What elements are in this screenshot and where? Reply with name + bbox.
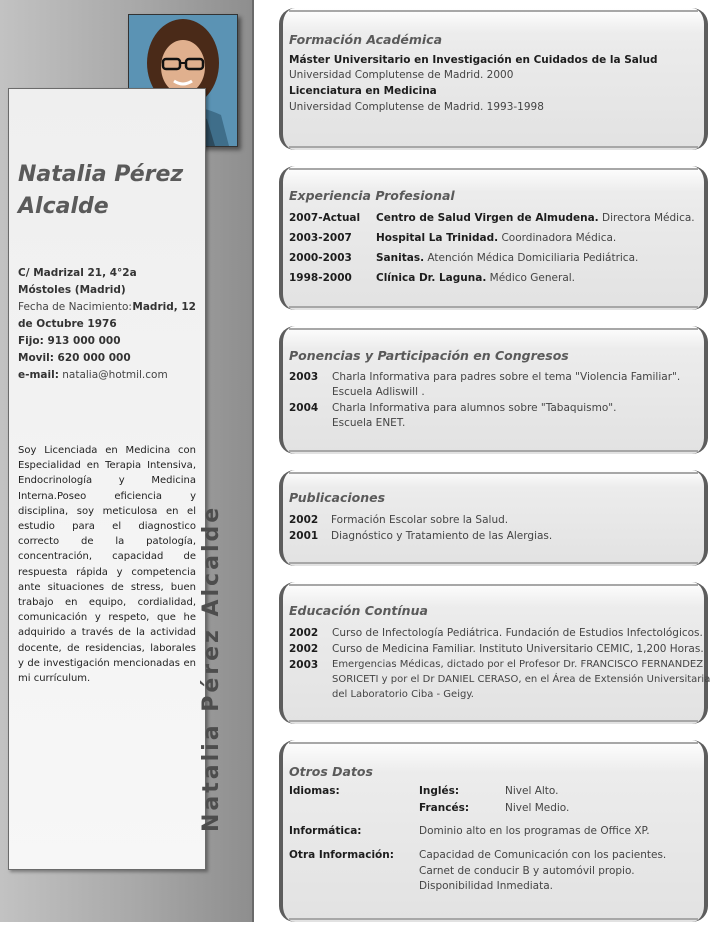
exp-item [376, 232, 616, 244]
phone-mobile: Movil: 620 000 000 [18, 352, 131, 364]
section-otros [279, 740, 708, 922]
otra-line: Disponibilidad Inmediata. [419, 880, 553, 892]
idiomas-label: Idiomas: [289, 785, 340, 797]
ponencia-line: Escuela ENET. [332, 417, 406, 429]
lang-level: Nivel Alto. [505, 785, 559, 797]
section-experiencia [279, 166, 708, 310]
section-title: Otros Datos [289, 764, 373, 779]
lang-name: Inglés: [419, 785, 460, 797]
section-title: Experiencia Profesional [289, 188, 455, 203]
ponencia-year: 2003 [289, 371, 319, 383]
edu-line: SORICETI y por el Dr DANIEL CERASO, en el Área de Extensión Universitaria [332, 674, 711, 685]
informatica-value: Dominio alto en los programas de Office XP. [419, 825, 650, 837]
degree-2-place: Universidad Complutense de Madrid. 1993-1998 [289, 101, 544, 113]
address-line-1: C/ Madrizal 21, 4°2a [18, 267, 137, 279]
section-formacion [279, 8, 708, 150]
section-ponencias [279, 326, 708, 454]
exp-org: Hospital La Trinidad. [376, 232, 499, 244]
otra-line: Capacidad de Comunicación con los pacientes. [419, 849, 667, 861]
pub-year: 2002 [289, 514, 319, 526]
exp-org: Centro de Salud Virgen de Almudena. [376, 212, 599, 224]
profile-summary: Soy Licenciada en Medicina con Especialidad en Terapia Intensiva, Endocrinología y Medicina Interna.Poseo eficiencia y disciplina, soy meticulosa en el estudio para el diagnostico correcto de la patología, concentración, capacidad de respuesta rápida y competencia ante situaciones de stress, buen trabajo en equipo, cordialidad, comunicación y respeto, que he adquirido a través de la actividad docente, de residencias, laborales y de investigación mencionadas en mi currículum. [18, 445, 196, 685]
edu-year: 2002 [289, 643, 319, 655]
exp-org: Clínica Dr. Laguna. [376, 272, 487, 284]
informatica-label: Informática: [289, 825, 362, 837]
edu-line: del Laboratorio Ciba - Geigy. [332, 689, 474, 700]
exp-years: 2003-2007 [289, 232, 352, 244]
ponencia-year: 2004 [289, 402, 319, 414]
lang-name: Francés: [419, 802, 470, 814]
ponencia-line: Charla Informativa para padres sobre el tema "Violencia Familiar". [332, 371, 681, 383]
section-title: Ponencias y Participación en Congresos [289, 348, 569, 363]
section-educacion [279, 582, 711, 724]
birth-label: Fecha de Nacimiento: [18, 301, 132, 313]
name-line-1: Natalia Pérez [18, 162, 184, 187]
birth-value-2: de Octubre 1976 [18, 318, 117, 330]
edu-line: Curso de Infectología Pediátrica. Fundación de Estudios Infectológicos. [332, 627, 703, 639]
exp-role: Directora Médica. [598, 212, 695, 224]
pub-title: Formación Escolar sobre la Salud. [331, 514, 509, 526]
personal-card [8, 88, 206, 870]
contact-info [18, 265, 196, 384]
exp-role: Atención Médica Domiciliaria Pediátrica. [424, 252, 639, 264]
section-title: Publicaciones [289, 490, 386, 505]
birth-value: Madrid, 12 [132, 301, 196, 313]
ponencia-line: Escuela Adliswill . [332, 386, 425, 398]
ponencia-line: Charla Informativa para alumnos sobre "Tabaquismo". [332, 402, 617, 414]
exp-role: Médico General. [486, 272, 576, 284]
exp-item [376, 212, 695, 224]
address-line-2: Móstoles (Madrid) [18, 284, 126, 296]
edu-line: Curso de Medicina Familiar. Instituto Universitario CEMIC, 1,200 Horas. [332, 643, 704, 655]
left-column [0, 0, 254, 922]
degree-1: Máster Universitario en Investigación en Cuidados de la Salud [289, 54, 658, 66]
edu-year: 2002 [289, 627, 319, 639]
vertical-name: Natalia Pérez Alcalde [199, 504, 224, 832]
email-link[interactable]: natalia@hotmil.com [62, 369, 168, 381]
exp-org: Sanitas. [376, 252, 425, 264]
exp-role: Coordinadora Médica. [498, 232, 617, 244]
lang-level: Nivel Medio. [505, 802, 570, 814]
pub-year: 2001 [289, 530, 319, 542]
section-title: Educación Contínua [289, 603, 428, 618]
edu-line: Emergencias Médicas, dictado por el Profesor Dr. FRANCISCO FERNANDEZ [332, 659, 704, 670]
section-title: Formación Académica [289, 32, 443, 47]
exp-years: 1998-2000 [289, 272, 352, 284]
exp-item [376, 272, 575, 284]
full-name [18, 159, 188, 223]
phone-fixed: Fijo: 913 000 000 [18, 335, 121, 347]
degree-2: Licenciatura en Medicina [289, 85, 437, 97]
degree-1-place: Universidad Complutense de Madrid. 2000 [289, 69, 514, 81]
section-publicaciones [279, 470, 708, 566]
edu-year: 2003 [289, 659, 319, 671]
name-line-2: Alcalde [18, 194, 109, 219]
otra-line: Carnet de conducir B y automóvil propio. [419, 865, 635, 877]
pub-title: Diagnóstico y Tratamiento de las Alergias. [331, 530, 553, 542]
email-label: e-mail: [18, 369, 59, 381]
exp-years: 2007-Actual [289, 212, 361, 224]
exp-item [376, 252, 638, 264]
otra-label: Otra Información: [289, 849, 394, 861]
exp-years: 2000-2003 [289, 252, 352, 264]
